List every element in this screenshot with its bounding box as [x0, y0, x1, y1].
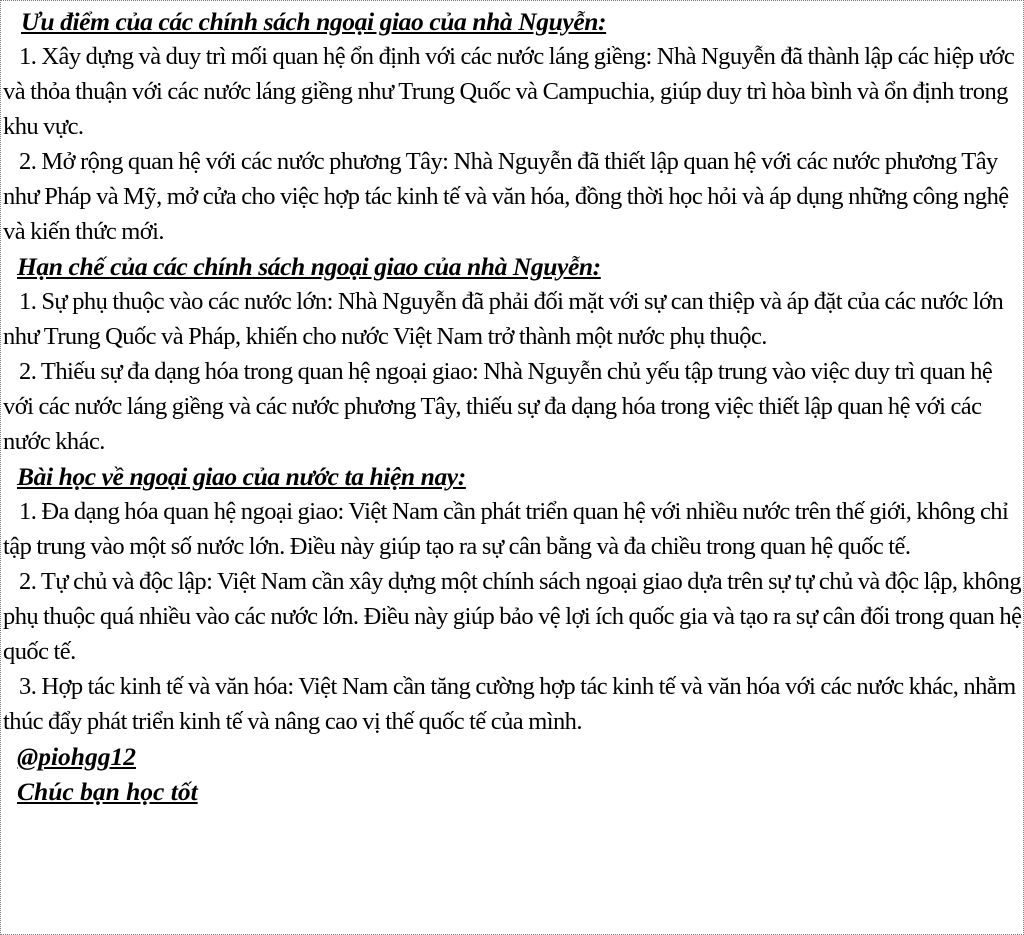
paragraph-advantage-2: 2. Mở rộng quan hệ với các nước phương Tây: Nhà Nguyễn đã thiết lập quan hệ với các nước phương Tây như Pháp và Mỹ, mở cửa cho việc hợp tác kinh tế và văn hóa, đồng thời học hỏi và áp dụng những công nghệ và kiến thức mới. [3, 148, 1009, 245]
closing-wish: Chúc bạn học tốt [17, 777, 198, 806]
paragraph-limitation-1: 1. Sự phụ thuộc vào các nước lớn: Nhà Nguyễn đã phải đối mặt với sự can thiệp và áp đặt của các nước lớn như Trung Quốc và Pháp, khiến cho nước Việt Nam trở thành một nước phụ thuộc. [3, 288, 1004, 350]
author-handle: @piohgg12 [17, 742, 136, 771]
paragraph-lesson-2: 2. Tự chủ và độc lập: Việt Nam cần xây dựng một chính sách ngoại giao dựa trên sự tự chủ và độc lập, không phụ thuộc quá nhiều vào các nước lớn. Điều này giúp bảo vệ lợi ích quốc gia và tạo ra sự cân đối trong quan hệ quốc tế. [3, 568, 1022, 665]
paragraph-limitation-2: 2. Thiếu sự đa dạng hóa trong quan hệ ngoại giao: Nhà Nguyễn chủ yếu tập trung vào việc duy trì quan hệ với các nước láng giềng và các nước phương Tây, thiếu sự đa dạng hóa trong việc thiết lập quan hệ với các nước khác. [3, 358, 993, 455]
section-heading-advantages: Ưu điểm của các chính sách ngoại giao của nhà Nguyễn: [21, 7, 607, 36]
paragraph-advantage-1: 1. Xây dựng và duy trì mối quan hệ ổn định với các nước láng giềng: Nhà Nguyễn đã thành lập các hiệp ước và thỏa thuận với các nước láng giềng như Trung Quốc và Campuchia, giúp duy trì hòa bình và ổn định trong khu vực. [3, 43, 1015, 140]
section-heading-limitations: Hạn chế của các chính sách ngoại giao của nhà Nguyễn: [17, 252, 601, 281]
paragraph-lesson-3: 3. Hợp tác kinh tế và văn hóa: Việt Nam cần tăng cường hợp tác kinh tế và văn hóa với các nước khác, nhằm thúc đẩy phát triển kinh tế và nâng cao vị thế quốc tế của mình. [3, 673, 1016, 735]
document-body [3, 4, 1024, 809]
section-heading-lessons: Bài học về ngoại giao của nước ta hiện nay: [17, 462, 466, 491]
paragraph-lesson-1: 1. Đa dạng hóa quan hệ ngoại giao: Việt Nam cần phát triển quan hệ với nhiều nước trên thế giới, không chỉ tập trung vào một số nước lớn. Điều này giúp tạo ra sự cân bằng và đa chiều trong quan hệ quốc tế. [3, 498, 1009, 560]
